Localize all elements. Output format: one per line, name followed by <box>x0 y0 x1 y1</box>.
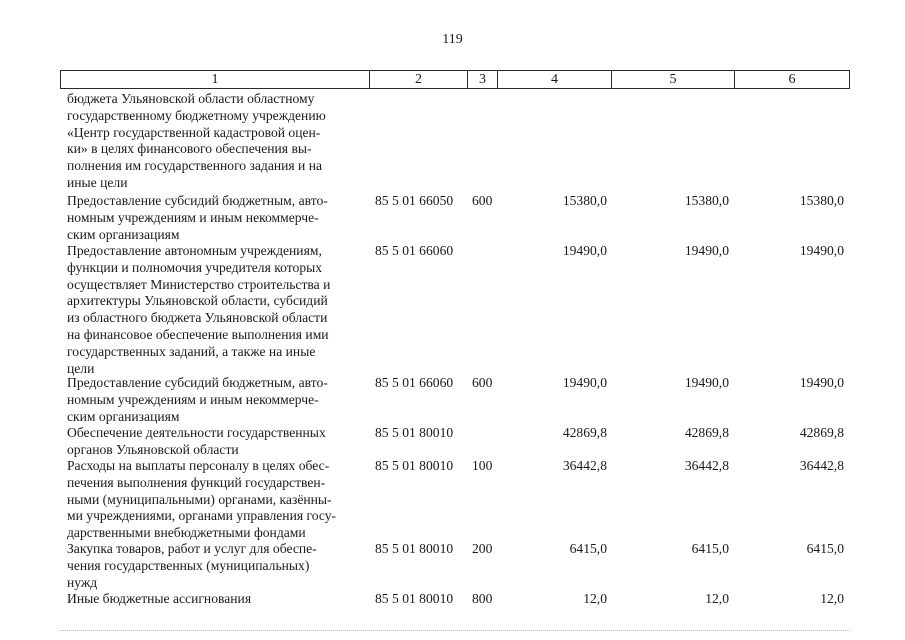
row-value-col5: 36442,8 <box>684 458 729 473</box>
row-code: 85 5 01 66060 <box>375 243 454 258</box>
row-expense-type: 100 <box>472 458 493 473</box>
row-code: 85 5 01 80010 <box>375 458 454 473</box>
row-expense-type: 200 <box>472 541 493 556</box>
row-code: 85 5 01 66050 <box>375 193 454 208</box>
row-value-col5: 6415,0 <box>691 541 729 556</box>
row-description: Иные бюджетные ассигнования <box>67 591 252 606</box>
row-expense-type: 800 <box>472 591 493 606</box>
row-value-col5: 19490,0 <box>684 375 729 390</box>
row-description: бюджета Ульяновской области областному государственному бюджетному учреждению «Центр государственной кадастровой оцен- ки» в целях финансового обеспечения вы- полнения им государственного задания и на иные цели <box>67 91 326 190</box>
row-value-col4: 19490,0 <box>562 375 607 390</box>
page-number: 119 <box>442 32 463 47</box>
row-value-col4: 15380,0 <box>562 193 607 208</box>
row-value-col4: 42869,8 <box>562 425 607 440</box>
row-value-col4: 19490,0 <box>562 243 607 258</box>
row-value-col5: 12,0 <box>705 591 729 606</box>
row-code: 85 5 01 80010 <box>375 425 454 440</box>
row-value-col5: 19490,0 <box>684 243 729 258</box>
row-code: 85 5 01 80010 <box>375 591 454 606</box>
row-value-col5: 15380,0 <box>684 193 729 208</box>
row-value-col6: 42869,8 <box>799 425 844 440</box>
row-description: Расходы на выплаты персоналу в целях обес- печения выполнения функций государствен- ными (муниципальными) органами, казённы- ми учреждениями, органами управления госу- дарственными внебюджетными фондами <box>67 458 337 541</box>
row-value-col6: 19490,0 <box>799 243 844 258</box>
row-expense-type: 600 <box>472 375 493 390</box>
header-col-3: 3 <box>468 71 498 88</box>
header-col-4: 4 <box>498 71 612 88</box>
row-value-col4: 36442,8 <box>562 458 607 473</box>
row-value-col6: 12,0 <box>820 591 844 606</box>
row-description: Закупка товаров, работ и услуг для обеспе- чения государственных (муниципальных) нужд <box>67 541 317 590</box>
row-value-col4: 12,0 <box>583 591 607 606</box>
header-col-2: 2 <box>370 71 468 88</box>
row-value-col6: 36442,8 <box>799 458 844 473</box>
row-expense-type: 600 <box>472 193 493 208</box>
row-description: Предоставление субсидий бюджетным, авто- номным учреждениям и иным некоммерче- ским организациям <box>67 193 328 242</box>
row-description: Обеспечение деятельности государственных органов Ульяновской области <box>67 425 326 457</box>
header-col-6: 6 <box>788 72 796 87</box>
table-header <box>60 70 850 89</box>
row-description: Предоставление субсидий бюджетным, авто- номным учреждениям и иным некоммерче- ским организациям <box>67 375 328 424</box>
row-value-col4: 6415,0 <box>569 541 607 556</box>
row-description: Предоставление автономным учреждениям, функции и полномочия учредителя которых осуществляет Министерство строительства и архитектуры Ульяновской области, субсидий из областного бюджета Ульяновской области на финансовое обеспечение выполнения ими государственных заданий, а также на иные цели <box>67 243 331 376</box>
row-value-col5: 42869,8 <box>684 425 729 440</box>
row-code: 85 5 01 80010 <box>375 541 454 556</box>
row-code: 85 5 01 66060 <box>375 375 454 390</box>
row-value-col6: 15380,0 <box>799 193 844 208</box>
header-col-1: 1 <box>61 71 370 88</box>
row-value-col6: 19490,0 <box>799 375 844 390</box>
header-col-5: 5 <box>612 71 735 88</box>
row-value-col6: 6415,0 <box>806 541 844 556</box>
page-bottom-edge <box>60 630 850 631</box>
